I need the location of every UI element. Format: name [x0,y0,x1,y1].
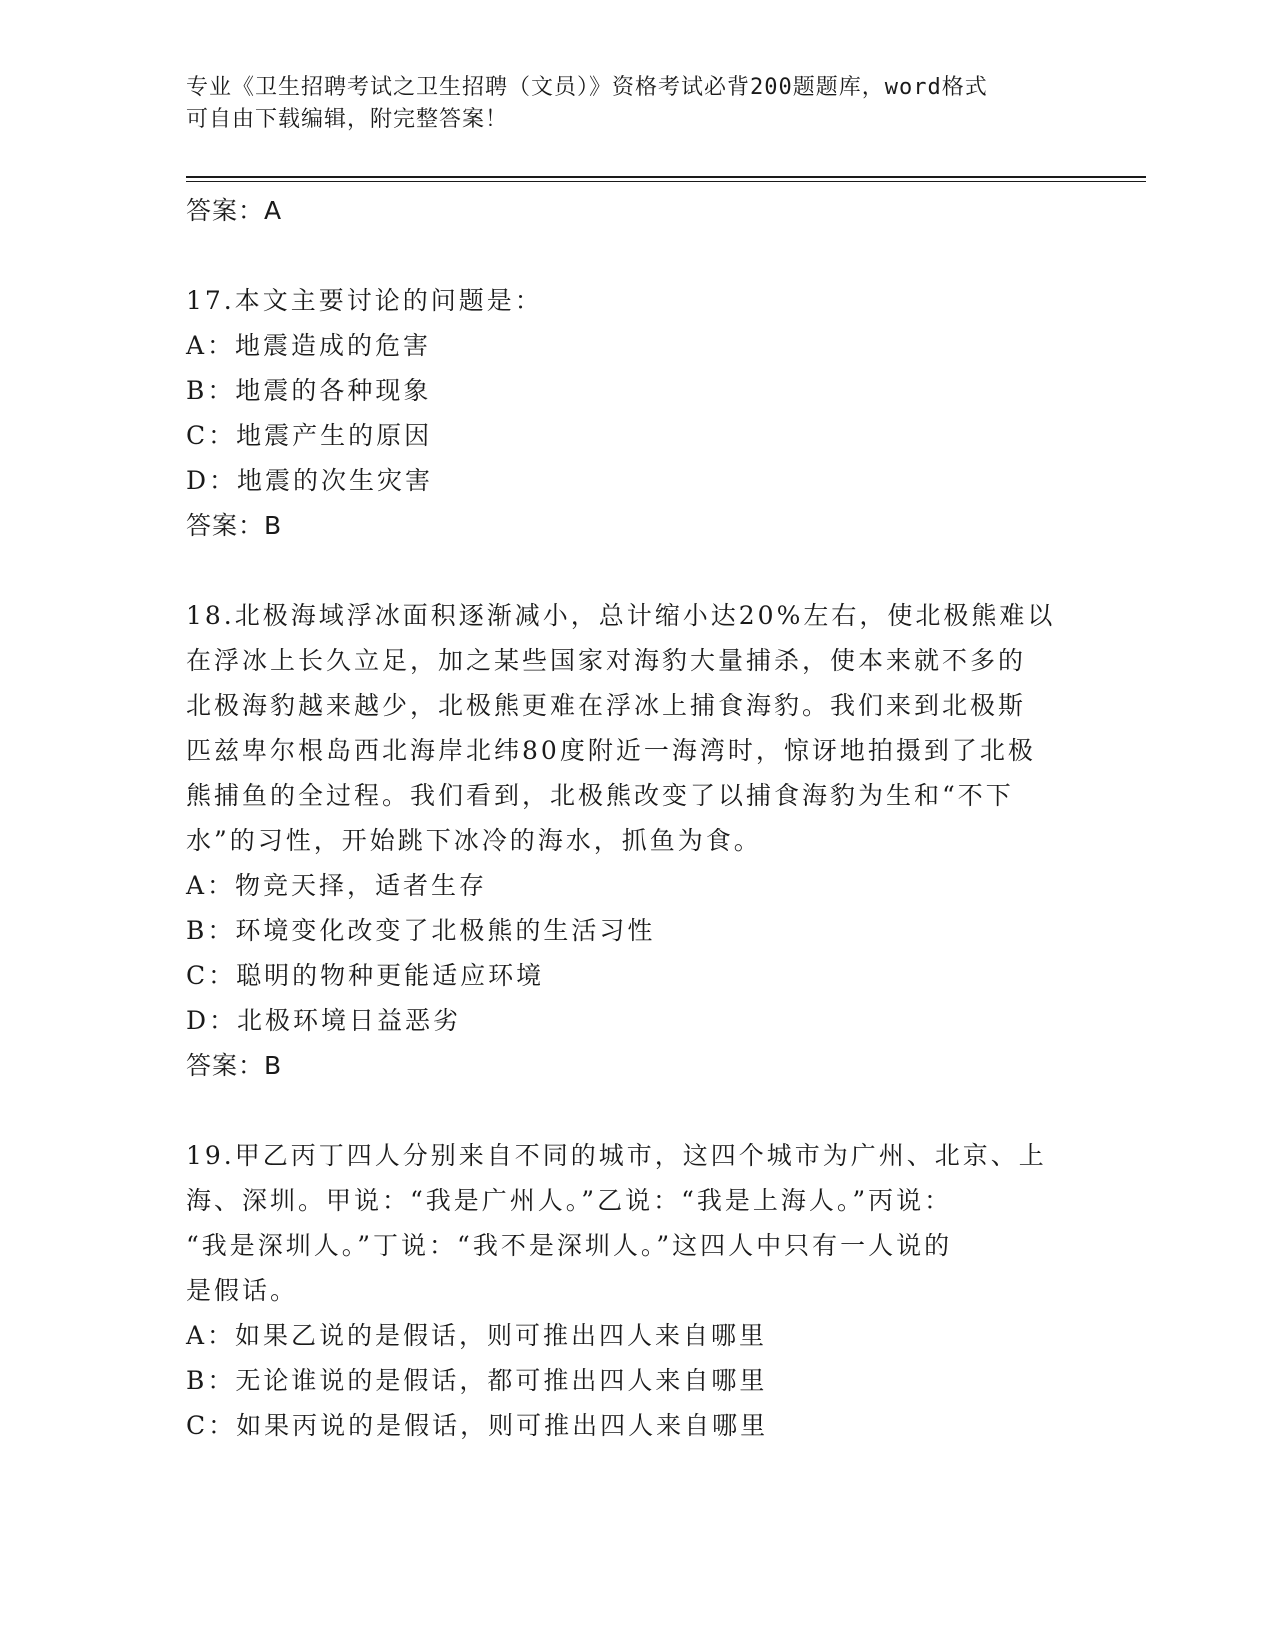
question-text-line: 是假话。 [186,1276,299,1305]
option-b: B：无论谁说的是假话，都可推出四人来自哪里 [186,1366,768,1395]
header-rule-thin [186,181,1146,182]
option-a: A：物竞天择，适者生存 [186,871,488,900]
header-line-2: 可自由下载编辑，附完整答案！ [186,107,509,132]
spacer [186,548,1086,593]
question-17 [186,278,1086,548]
spacer [186,1088,1086,1133]
question-text-line: 熊捕鱼的全过程。我们看到，北极熊改变了以捕食海豹为生和“不下 [186,781,1014,810]
question-text-line: 19.甲乙丙丁四人分别来自不同的城市，这四个城市为广州、北京、上 [186,1141,1047,1170]
answer-label: 答案：A [186,196,283,225]
question-19 [186,1133,1086,1448]
option-d: D：北极环境日益恶劣 [186,1006,462,1035]
option-a: A：如果乙说的是假话，则可推出四人来自哪里 [186,1321,768,1350]
question-text-line: 18.北极海域浮冰面积逐渐减小，总计缩小达20%左右，使北极熊难以 [186,601,1056,630]
question-text-line: 在浮冰上长久立足，加之某些国家对海豹大量捕杀，使本来就不多的 [186,646,1027,675]
option-c: C：地震产生的原因 [186,421,433,450]
question-text-line: 水”的习性，开始跳下冰冷的海水，抓鱼为食。 [186,826,762,855]
page-header [186,72,1086,136]
question-text-line: 匹兹卑尔根岛西北海岸北纬80度附近一海湾时，惊讶地拍摄到了北极 [186,736,1036,765]
question-text-line: 海、深圳。甲说：“我是广州人。”乙说：“我是上海人。”丙说： [186,1186,953,1215]
question-text-line: 北极海豹越来越少，北极熊更难在浮冰上捕食海豹。我们来到北极斯 [186,691,1027,720]
question-18 [186,593,1086,1088]
question-text: 17.本文主要讨论的问题是： [186,286,543,315]
header-line-1: 专业《卫生招聘考试之卫生招聘（文员）》资格考试必背200题题库，word格式 [186,75,988,100]
option-a: A：地震造成的危害 [186,331,432,360]
option-d: D：地震的次生灾害 [186,466,434,495]
option-b: B：地震的各种现象 [186,376,432,405]
option-b: B：环境变化改变了北极熊的生活习性 [186,916,656,945]
question-text-line: “我是深圳人。”丁说：“我不是深圳人。”这四人中只有一人说的 [186,1231,953,1260]
spacer [186,233,1086,278]
answer-label: 答案：B [186,1051,283,1080]
option-c: C：如果丙说的是假话，则可推出四人来自哪里 [186,1411,769,1440]
answer-label: 答案：B [186,511,283,540]
option-c: C：聪明的物种更能适应环境 [186,961,545,990]
header-rule-thick [186,176,1146,178]
document-body [186,188,1086,1448]
